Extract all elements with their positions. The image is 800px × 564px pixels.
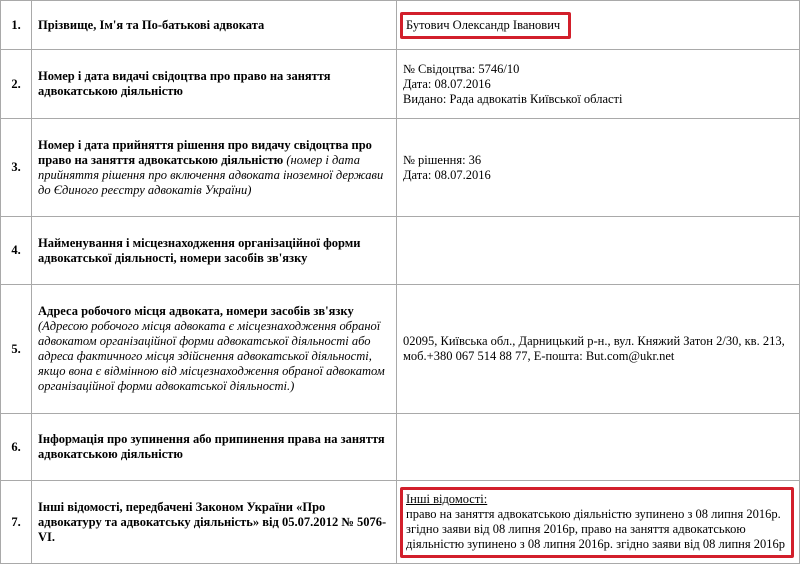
- certificate-date: Дата: 08.07.2016: [403, 76, 491, 91]
- table-row: [1, 1, 800, 50]
- other-info-heading: Інші відомості:: [406, 491, 488, 506]
- other-info-highlight: [400, 487, 794, 558]
- row-number: 5.: [1, 285, 32, 414]
- row-number: 6.: [1, 414, 32, 481]
- row-value: [397, 414, 800, 481]
- row-value: [397, 1, 800, 50]
- decision-number: № рішення: 36: [403, 152, 482, 167]
- row-label: Найменування і місцезнаходження організаційної форми адвокатської діяльності, номери засобів зв'язку: [32, 217, 397, 285]
- row-label: Номер і дата видачі свідоцтва про право на заняття адвокатською діяльністю: [32, 50, 397, 119]
- certificate-issuer: Видано: Рада адвокатів Київської області: [403, 91, 623, 106]
- row-number: 2.: [1, 50, 32, 119]
- row-label: Прізвище, Ім'я та По-батькові адвоката: [32, 1, 397, 50]
- table-row: [1, 50, 800, 119]
- row-number: 1.: [1, 1, 32, 50]
- table-row: [1, 285, 800, 414]
- table-row: [1, 481, 800, 564]
- row-value: [397, 119, 800, 217]
- row-label: [32, 285, 397, 414]
- row-number: 7.: [1, 481, 32, 564]
- row-value: [397, 217, 800, 285]
- other-info-text: право на заняття адвокатською діяльністю зупинено з 08 липня 2016р. згідно заяви від 08 липня 2016р, право на заняття адвокатською діяльністю зупинено з 08 липня 2016р. згідно заяви від 08 липня 2016р: [406, 506, 785, 551]
- lawyer-name-highlight: Бутович Олександр Іванович: [400, 12, 571, 39]
- label-note: (номер і дата прийняття рішення про включення адвоката іноземної держави до Єдиного реєстру адвокатів України): [38, 152, 384, 197]
- table-row: [1, 414, 800, 481]
- table-row: [1, 217, 800, 285]
- row-value: [397, 481, 800, 564]
- row-value: [397, 285, 800, 414]
- row-number: 4.: [1, 217, 32, 285]
- certificate-number: № Свідоцтва: 5746/10: [403, 61, 520, 76]
- table-row: [1, 119, 800, 217]
- row-value: [397, 50, 800, 119]
- decision-date: Дата: 08.07.2016: [403, 167, 491, 182]
- row-label: Інші відомості, передбачені Законом України «Про адвокатуру та адвокатську діяльність» від 05.07.2012 № 5076-VI.: [32, 481, 397, 564]
- label-main: Номер і дата прийняття рішення про видачу свідоцтва про право на заняття адвокатською діяльністю: [38, 137, 372, 167]
- contacts: моб.+380 067 514 88 77, E-пошта: But.com@ukr.net: [403, 349, 675, 363]
- label-note: (Адресою робочого місця адвоката є місцезнаходження обраної адвокатом організаційної форми адвокатської діяльності або адреса фактичного місця здійснення адвокатської діяльності, якщо вона є відмінною від місцезнаходження обраної адвокатом організаційної форми адвокатської діяльності.): [38, 319, 385, 393]
- row-label: [32, 119, 397, 217]
- row-number: 3.: [1, 119, 32, 217]
- label-main: Адреса робочого місця адвоката, номери засобів зв'язку: [38, 304, 354, 318]
- work-address: 02095, Київська обл., Дарницький р-н., вул. Княжий Затон 2/30, кв. 213,: [403, 334, 785, 348]
- row-label: Інформація про зупинення або припинення права на заняття адвокатською діяльністю: [32, 414, 397, 481]
